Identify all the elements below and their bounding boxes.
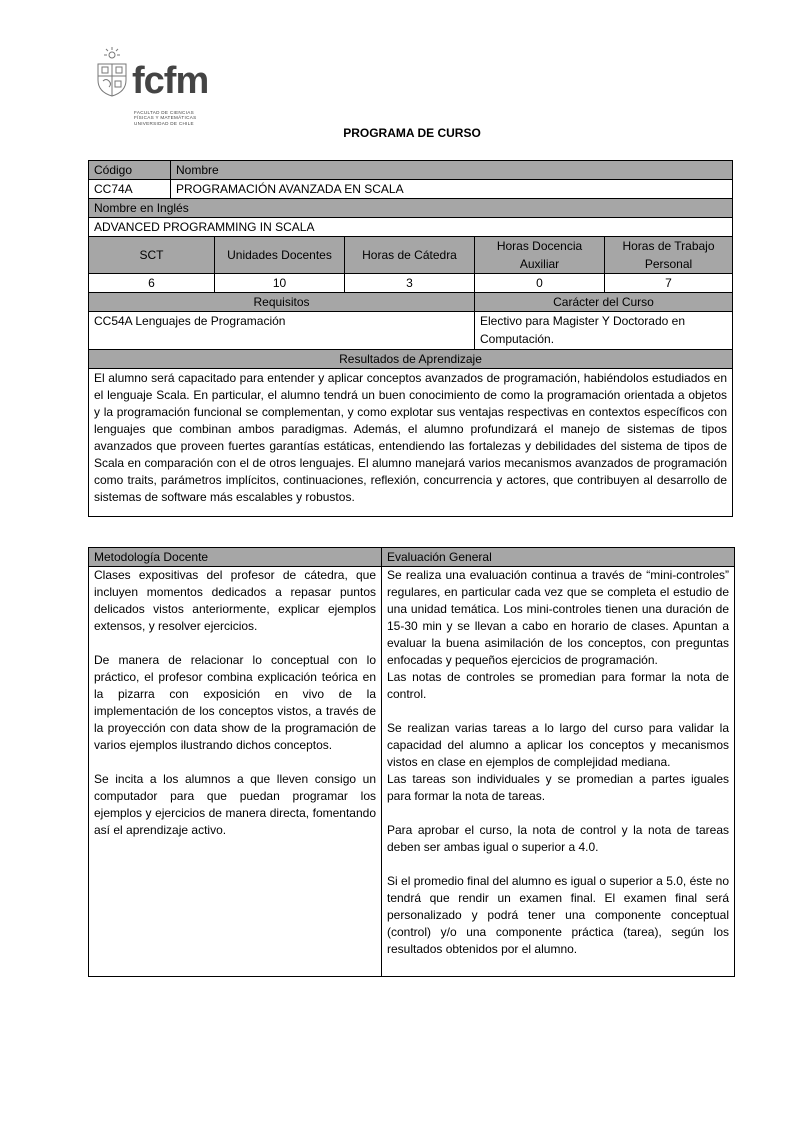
page-title: PROGRAMA DE CURSO [343,126,481,140]
lecture-hours-value: 3 [345,274,475,293]
methodology-paragraph: De manera de relacionar lo conceptual con lo práctico, el profesor combina explicación teórica en la pizarra con exposición en vivo de la implementación de los conceptos vistos, a través de la proyección con data show de la programación de varios ejemplos ilustrando dichos conceptos. [94,653,376,752]
personal-hours-value: 7 [605,274,733,293]
character-label: Carácter del Curso [475,293,733,312]
logo-subtitle: FACULTAD DE CIENCIAS FÍSICAS Y MATEMÁTICAS UNIVERSIDAD DE CHILE [134,110,197,126]
university-seal-icon [94,46,130,98]
evaluation-paragraph: Para aprobar el curso, la nota de control y la nota de tareas deben ser ambas igual o superior a 4.0. [387,823,729,854]
fcfm-logo [94,46,222,130]
character-value: Electivo para Magister Y Doctorado en Computación. [475,312,733,350]
learning-results-label: Resultados de Aprendizaje [89,350,733,369]
methodology-evaluation-table [88,547,735,977]
methodology-text [89,567,382,977]
requirements-value: CC54A Lenguajes de Programación [89,312,475,350]
sct-header: SCT [89,237,215,274]
personal-hours-header: Horas de Trabajo Personal [605,237,733,274]
lecture-hours-header: Horas de Cátedra [345,237,475,274]
evaluation-paragraph: Las tareas son individuales y se promedian a partes iguales para formar la nota de tareas. [387,772,729,803]
name-label: Nombre [171,161,733,180]
evaluation-label: Evaluación General [382,548,735,567]
evaluation-text [382,567,735,977]
methodology-label: Metodología Docente [89,548,382,567]
course-info-table [88,160,733,517]
sct-value: 6 [89,274,215,293]
code-label: Código [89,161,171,180]
evaluation-paragraph: Se realiza una evaluación continua a través de “mini-controles” regulares, en particular cada vez que se completa el estudio de una unidad temática. Los mini-controles tienen una duración de 15-30 min y se llevan a cabo en horario de clases. Apuntan a evaluar la buena asimilación de los conceptos, con preguntas enfocadas y pequeños ejercicios de programación. [387,568,729,667]
aux-hours-value: 0 [475,274,605,293]
units-header: Unidades Docentes [215,237,345,274]
units-value: 10 [215,274,345,293]
english-name-label: Nombre en Inglés [89,199,733,218]
requirements-label: Requisitos [89,293,475,312]
methodology-paragraph: Se incita a los alumnos a que lleven consigo un computador para que puedan programar los ejemplos y ejercicios de manera directa, fomentando así el aprendizaje activo. [94,772,376,837]
course-name: PROGRAMACIÓN AVANZADA EN SCALA [171,180,733,199]
evaluation-paragraph: Las notas de controles se promedian para formar la nota de control. [387,670,729,701]
english-name: ADVANCED PROGRAMMING IN SCALA [89,218,733,237]
methodology-paragraph: Clases expositivas del profesor de cátedra, que incluyen momentos dedicados a repasar puntos delicados vistos anteriormente, explicar ejemplos extensos, y resolver ejercicios. [94,568,376,633]
learning-results-text: El alumno será capacitado para entender y aplicar conceptos avanzados de programación, habiéndolos estudiados en el lenguaje Scala. En particular, el alumno tendrá un buen conocimiento de como la programación orientada a objetos y la programación funcional se complementan, y como explotar sus ventajas respectivas en contextos específicos con lenguajes que combinan ambos paradigmas. Además, el alumno profundizará el manejo de sistemas de tipos avanzados que proveen fuertes garantías estáticas, entendiendo las fortalezas y debilidades del sistema de tipos de Scala en comparación con el de otros lenguajes. El alumno manejará varios mecanismos avanzados de programación como traits, parámetros implícitos, continuaciones, reflexión, concurrencia y actores, que contribuyen al desarrollo de sistemas de software más escalables y robustos. [89,369,733,517]
evaluation-paragraph: Si el promedio final del alumno es igual o superior a 5.0, éste no tendrá que rendir un examen final. El examen final será personalizado y podrá tener una componente conceptual (control) y/o una componente práctica (tarea), según los resultados obtenidos por el alumno. [387,874,729,956]
aux-hours-header: Horas Docencia Auxiliar [475,237,605,274]
evaluation-paragraph: Se realizan varias tareas a lo largo del curso para validar la capacidad del alumno a aplicar los conceptos y mecanismos vistos en clase en ejemplos de complejidad mediana. [387,721,729,769]
course-code: CC74A [89,180,171,199]
logo-wordmark: fcfm [132,60,209,102]
